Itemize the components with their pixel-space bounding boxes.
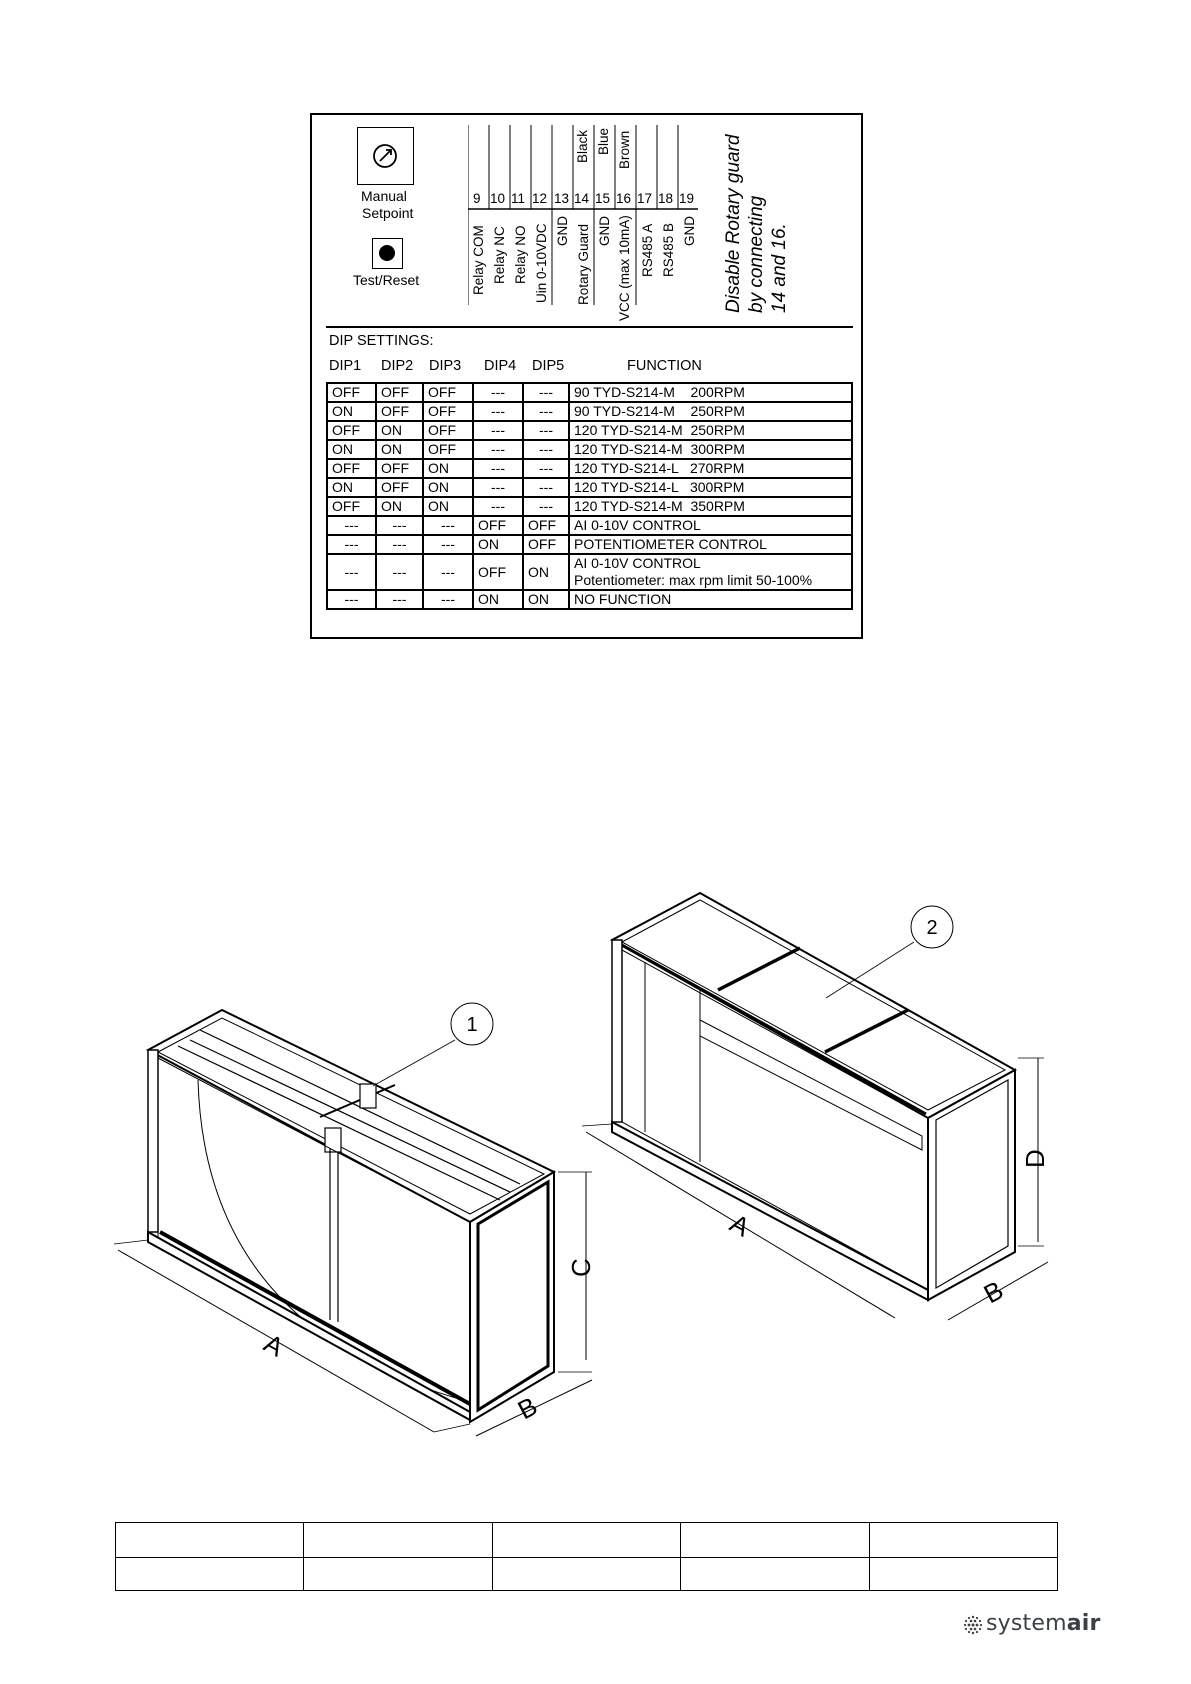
- dimension-a-right: A: [725, 1207, 755, 1243]
- dip-2-cell: ---: [376, 516, 423, 535]
- brand-wordmark: [986, 1611, 1101, 1636]
- dip-row: [327, 554, 852, 590]
- function-text: AI 0-10V CONTROL: [574, 555, 701, 571]
- unit-1-drawing: [114, 1003, 592, 1436]
- dimension-a-left: A: [259, 1327, 289, 1363]
- function-header: FUNCTION: [627, 358, 702, 374]
- function-text: 120 TYD-S214-L 300RPM: [574, 479, 745, 495]
- terminal-label: GND: [555, 216, 570, 246]
- dip-1-cell: OFF: [327, 497, 376, 516]
- dip-2-cell: ON: [376, 421, 423, 440]
- dimension-table: [115, 1522, 1058, 1591]
- dip-3-cell: ON: [423, 478, 473, 497]
- dip-1-cell: ---: [327, 535, 376, 554]
- note-line: by connecting: [746, 195, 767, 313]
- table-cell: [116, 1523, 304, 1558]
- dip-3-cell: ON: [423, 459, 473, 478]
- dotted-sphere-icon: [962, 1614, 984, 1636]
- note-line: 14 and 16.: [769, 223, 790, 313]
- dip-settings-title: DIP SETTINGS:: [329, 333, 434, 349]
- terminal-label: VCC (max 10mA): [617, 215, 632, 321]
- dip-3-cell: ON: [423, 497, 473, 516]
- dip-1-cell: OFF: [327, 421, 376, 440]
- rotary-guard-note: [716, 120, 856, 320]
- dip-2-cell: ---: [376, 590, 423, 609]
- note-line: Disable Rotary guard: [723, 134, 744, 313]
- terminal-label: Rotary Guard: [576, 223, 591, 305]
- dip-3-cell: ---: [423, 535, 473, 554]
- terminal-label: Uin 0-10VDC: [534, 223, 549, 303]
- function-text: 120 TYD-S214-L 270RPM: [574, 460, 745, 476]
- terminal-number: 16: [616, 191, 632, 206]
- brand-prefix: system: [986, 1611, 1067, 1636]
- dip-row: [327, 440, 852, 459]
- table-cell: [869, 1558, 1057, 1591]
- function-cell: [569, 421, 852, 440]
- function-cell: [569, 459, 852, 478]
- terminal-label: Relay NC: [492, 226, 507, 284]
- dip-row: [327, 516, 852, 535]
- function-cell: [569, 478, 852, 497]
- dip-5-cell: ON: [523, 590, 569, 609]
- dip-row: [327, 459, 852, 478]
- terminal-number: 12: [532, 191, 548, 206]
- dip-2-cell: ON: [376, 497, 423, 516]
- dip-5-cell: ---: [523, 459, 569, 478]
- dip-header-row: [312, 358, 865, 378]
- function-cell: [569, 516, 852, 535]
- callout-2-number: 2: [926, 917, 938, 939]
- terminal-number: 9: [473, 191, 481, 206]
- manual-label: Manual: [361, 188, 407, 204]
- dip-1-cell: ON: [327, 440, 376, 459]
- dip1-header: DIP1: [329, 358, 362, 374]
- dip2-header: DIP2: [381, 358, 414, 374]
- function-cell: [569, 497, 852, 516]
- table-cell: [492, 1558, 680, 1591]
- dimension-d-right: D: [1020, 1149, 1050, 1168]
- dip-row: [327, 402, 852, 421]
- wire-color-label: Brown: [617, 130, 632, 169]
- function-cell: [569, 554, 852, 590]
- dip-4-cell: ON: [473, 590, 523, 609]
- terminal-label: Relay COM: [471, 225, 486, 295]
- function-cell: [569, 383, 852, 402]
- dip-1-cell: ON: [327, 478, 376, 497]
- table-cell: [492, 1523, 680, 1558]
- function-text: 90 TYD-S214-M 250RPM: [574, 403, 745, 419]
- table-cell: [304, 1523, 492, 1558]
- terminal-strip: [468, 125, 698, 321]
- function-text: 120 TYD-S214-M 300RPM: [574, 441, 745, 457]
- dip-4-cell: ---: [473, 459, 523, 478]
- function-text: POTENTIOMETER CONTROL: [574, 536, 767, 552]
- terminal-number: 14: [574, 191, 590, 206]
- dip-1-cell: OFF: [327, 383, 376, 402]
- dip-5-cell: ---: [523, 421, 569, 440]
- callout-1-number: 1: [466, 1014, 478, 1036]
- function-text: NO FUNCTION: [574, 591, 672, 607]
- terminal-number: 17: [637, 191, 653, 206]
- function-cell: [569, 590, 852, 609]
- dip-5-cell: ---: [523, 497, 569, 516]
- wire-color-label: Black: [575, 129, 590, 163]
- dip-row: [327, 590, 852, 609]
- dip-4-cell: ---: [473, 478, 523, 497]
- function-text: 90 TYD-S214-M 200RPM: [574, 384, 745, 400]
- terminal-label: RS485 B: [661, 222, 676, 277]
- dip-2-cell: OFF: [376, 478, 423, 497]
- brand-suffix: air: [1066, 1611, 1101, 1636]
- dip-5-cell: OFF: [523, 535, 569, 554]
- dip-4-cell: OFF: [473, 516, 523, 535]
- test-reset-label: Test/Reset: [353, 272, 420, 288]
- function-cell: [569, 402, 852, 421]
- terminal-number: 10: [490, 191, 506, 206]
- terminal-label: GND: [682, 216, 697, 246]
- table-cell: [304, 1558, 492, 1591]
- dial-arrow-icon: [358, 128, 412, 183]
- function-text-secondary: Potentiometer: max rpm limit 50-100%: [574, 572, 813, 588]
- dip-row: [327, 535, 852, 554]
- control-panel-label: [310, 113, 863, 639]
- dip-2-cell: ---: [376, 535, 423, 554]
- dip-row: [327, 478, 852, 497]
- dip-row: [327, 497, 852, 516]
- dip-settings-table: [326, 382, 853, 610]
- dip-2-cell: OFF: [376, 402, 423, 421]
- dip-row: [327, 421, 852, 440]
- unit-drawings: [0, 880, 1191, 1440]
- dip-4-cell: ---: [473, 421, 523, 440]
- table-cell: [869, 1523, 1057, 1558]
- terminal-label: GND: [597, 216, 612, 246]
- dip-5-cell: ---: [523, 383, 569, 402]
- dip-3-cell: OFF: [423, 402, 473, 421]
- function-cell: [569, 440, 852, 459]
- dip-2-cell: ON: [376, 440, 423, 459]
- dip-3-cell: OFF: [423, 421, 473, 440]
- dip-4-cell: ON: [473, 535, 523, 554]
- terminal-label: Relay NO: [513, 225, 528, 284]
- terminal-number: 19: [679, 191, 695, 206]
- dip5-header: DIP5: [532, 358, 565, 374]
- dip-5-cell: ---: [523, 402, 569, 421]
- dip3-header: DIP3: [429, 358, 462, 374]
- dip-4-cell: OFF: [473, 554, 523, 590]
- dimension-c-left: C: [566, 1258, 596, 1277]
- function-cell: [569, 535, 852, 554]
- test-reset-button[interactable]: [372, 238, 403, 269]
- terminal-number: 13: [554, 191, 570, 206]
- dip-5-cell: ---: [523, 478, 569, 497]
- dip-1-cell: ---: [327, 590, 376, 609]
- table-cell: [681, 1558, 869, 1591]
- dip-4-cell: ---: [473, 440, 523, 459]
- dip-5-cell: ON: [523, 554, 569, 590]
- separator-line: [326, 326, 853, 328]
- terminal-number: 11: [511, 191, 526, 206]
- manual-setpoint-box[interactable]: [357, 127, 414, 185]
- dip-3-cell: OFF: [423, 440, 473, 459]
- dip-1-cell: ---: [327, 554, 376, 590]
- dip-3-cell: ---: [423, 516, 473, 535]
- setpoint-label: Setpoint: [362, 205, 414, 221]
- dip-1-cell: ON: [327, 402, 376, 421]
- dip-4-cell: ---: [473, 383, 523, 402]
- dip4-header: DIP4: [484, 358, 517, 374]
- terminal-label: RS485 A: [640, 223, 655, 277]
- terminal-number: 15: [595, 191, 611, 206]
- filled-dot-icon: [373, 239, 401, 267]
- dip-4-cell: ---: [473, 497, 523, 516]
- dip-1-cell: OFF: [327, 459, 376, 478]
- wire-color-label: Blue: [596, 127, 611, 155]
- terminal-number: 18: [658, 191, 674, 206]
- dip-5-cell: ---: [523, 440, 569, 459]
- function-text: 120 TYD-S214-M 350RPM: [574, 498, 745, 514]
- dimension-b-right: B: [978, 1274, 1009, 1310]
- dip-3-cell: ---: [423, 554, 473, 590]
- unit-2-drawing: [582, 893, 1048, 1320]
- dip-2-cell: ---: [376, 554, 423, 590]
- table-cell: [681, 1523, 869, 1558]
- dip-5-cell: OFF: [523, 516, 569, 535]
- function-text: 120 TYD-S214-M 250RPM: [574, 422, 745, 438]
- dimension-b-left: B: [512, 1390, 543, 1426]
- dip-1-cell: ---: [327, 516, 376, 535]
- dip-3-cell: ---: [423, 590, 473, 609]
- dip-3-cell: OFF: [423, 383, 473, 402]
- function-text: AI 0-10V CONTROL: [574, 517, 701, 533]
- dip-2-cell: OFF: [376, 459, 423, 478]
- table-cell: [116, 1558, 304, 1591]
- dip-row: [327, 383, 852, 402]
- dip-2-cell: OFF: [376, 383, 423, 402]
- dip-4-cell: ---: [473, 402, 523, 421]
